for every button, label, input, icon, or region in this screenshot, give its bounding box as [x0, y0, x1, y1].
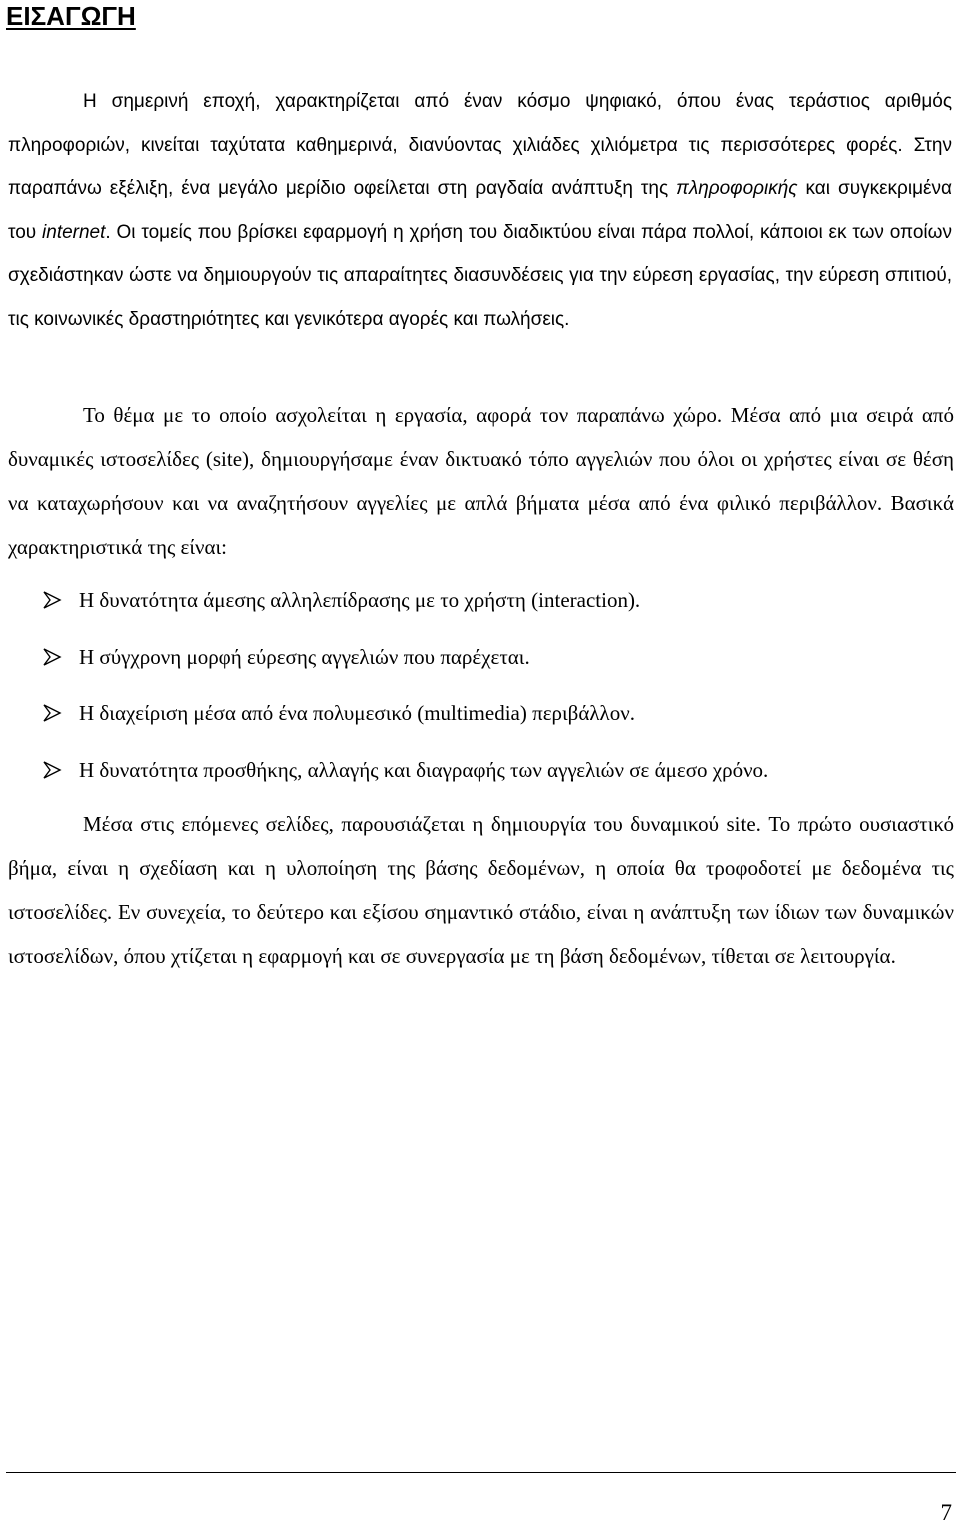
list-item [42, 693, 942, 750]
intro-text-3: . Οι τομείς που βρίσκει εφαρμογή η χρήση του διαδικτύου είναι πάρα πολλοί, κάποιοι εκ των οποίων σχεδιάστηκαν ώστε να δημιουργούν τις απαραίτητες διασυνδέσεις για την εύρεση εργασίας, την εύρεση σπιτιού, τις κοινωνικές δραστηριότητες και γενικότερα αγορές και πωλήσεις. [8, 221, 952, 330]
intro-paragraph [8, 80, 952, 341]
arrowhead-bullet-icon [42, 760, 62, 780]
feature-text: Η διαχείριση μέσα από ένα πολυμεσικό (multimedia) περιβάλλον. [79, 701, 635, 725]
page-title: ΕΙΣΑΓΩΓΗ [6, 1, 136, 31]
arrowhead-bullet-icon [42, 703, 62, 723]
topic-paragraph: Το θέμα με το οποίο ασχολείται η εργασία, αφορά τον παραπάνω χώρο. Μέσα από μια σειρά από δυναμικές ιστοσελίδες (site), δημιουργήσαμε έναν δικτυακό τόπο αγγελιών που όλοι οι χρήστες είναι σε θέση να καταχωρήσουν και να αναζητήσουν αγγελίες με απλά βήματα μέσα από ένα φιλικό περιβάλλον. Βασικά χαρακτηριστικά της είναι: [8, 403, 954, 559]
footer-divider [6, 1472, 956, 1473]
arrowhead-bullet-icon [42, 590, 62, 610]
list-item [42, 637, 942, 694]
intro-text-2: και συγκεκριμένα του [8, 178, 952, 243]
feature-text: Η δυνατότητα προσθήκης, αλλαγής και διαγραφής των αγγελιών σε άμεσο χρόνο. [79, 757, 769, 782]
features-list [42, 580, 942, 806]
closing-paragraph: Μέσα στις επόμενες σελίδες, παρουσιάζεται η δημιουργία του δυναμικού site. Το πρώτο ουσιαστικό βήμα, είναι η σχεδίαση και η υλοποίηση της βάσης δεδομένων, η οποία θα τροφοδοτεί με δεδομένα τις ιστοσελίδες. Εν συνεχεία, το δεύτερο και εξίσου σημαντικό στάδιο, είναι η ανάπτυξη των ίδιων των δυναμικών ιστοσελίδων, όπου χτίζεται η εφαρμογή και σε συνεργασία με τη βάση δεδομένων, τίθεται σε λειτουργία. [8, 812, 954, 968]
arrowhead-bullet-icon [42, 647, 62, 667]
list-item [42, 580, 942, 637]
feature-text: Η δυνατότητα άμεσης αλληλεπίδρασης με το χρήστη (interaction). [79, 588, 641, 612]
list-item [42, 750, 942, 807]
intro-emphasis-informatics: πληροφορικής [676, 178, 798, 199]
intro-emphasis-internet: internet [42, 221, 106, 243]
intro-text-1: Η σημερινή εποχή, χαρακτηρίζεται από έναν κόσμο ψηφιακό, όπου ένας τεράστιος αριθμός πληροφοριών, κινείται ταχύτατα καθημερινά, διανύοντας χιλιάδες χιλιόμετρα τις περισσότερες φορές. Στην παραπάνω εξέλιξη, ένα μεγάλο μερίδιο οφείλεται στη ραγδαία ανάπτυξη της [8, 91, 952, 199]
page-number: 7 [940, 1500, 952, 1525]
feature-text: Η σύγχρονη μορφή εύρεσης αγγελιών που παρέχεται. [79, 644, 530, 669]
